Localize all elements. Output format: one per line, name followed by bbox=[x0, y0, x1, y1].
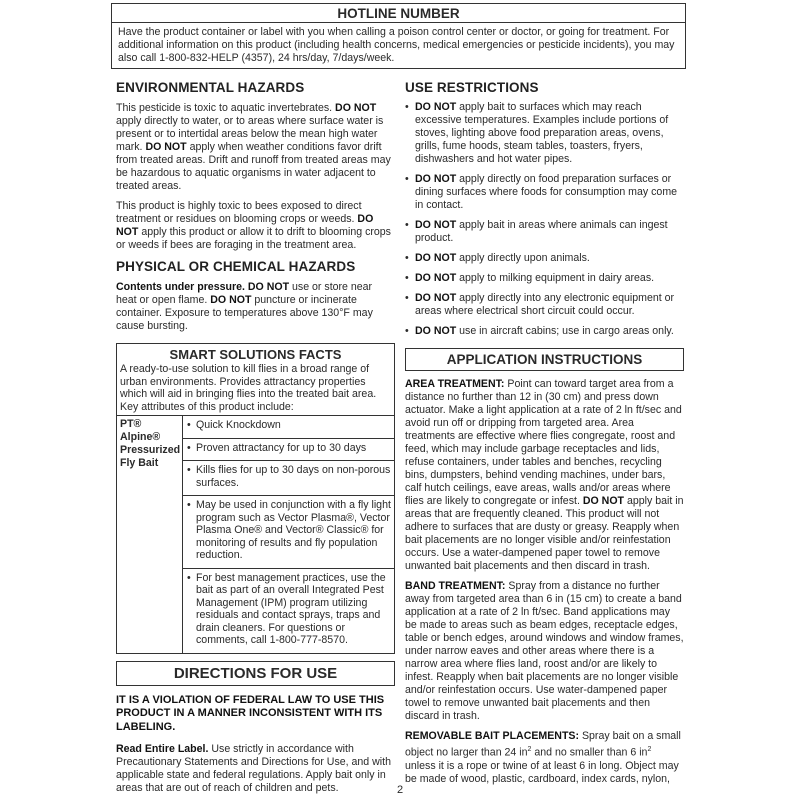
restriction-item: • DO NOT apply directly into any electronic equipment or areas where electrical short circuit could occur. bbox=[405, 292, 684, 318]
smart-solutions-box bbox=[116, 343, 395, 654]
area-treatment-text: AREA TREATMENT: Point can toward target area from a distance no further than 12 in (30 cm) and press down actuator. Make a light application at a rate of 2 ln ft/sec and avoid run off or dripping from targeted area. Area treatments are effective where flies congregate, roost and feed, which may include garbage receptacles and lids, refuse containers, under tables and benches, recycling bins, dumpsters, behind vending machines, under bars, calf hutch ceilings, eave areas, walls and/or areas where flies are likely to congregate or infest. DO NOT apply bait in areas that are frequently cleaned. This product will not adhere to surfaces that are dusty or greasy. Reapply when bait placements are no longer visible and/or reinfestation occurs. Use a water-dampened paper towel to remove unwanted bait placements and then discard in trash. bbox=[405, 378, 684, 572]
smart-solutions-title: SMART SOLUTIONS FACTS bbox=[169, 347, 342, 362]
hotline-box bbox=[111, 3, 686, 69]
smart-solutions-item: • For best management practices, use the bait as part of an overall Integrated Pest Management (IPM) program utilizing residuals and contact sprays, traps and drain cleaners. For questions or comments, call 1-800-777-8570. bbox=[183, 569, 394, 653]
hotline-text: Have the product container or label with you when calling a poison control center or doctor, or going for treatment. For additional information on this product (including health concerns, medical emergencies or pesticide incidents), you may also call 1-800-832-HELP (4357), 24 hrs/day, 7/days/week. bbox=[118, 26, 675, 64]
restriction-item: • DO NOT apply to milking equipment in dairy areas. bbox=[405, 272, 684, 285]
environmental-p2: This product is highly toxic to bees exposed to direct treatment or residues on blooming crops or weeds. DO NOT apply this product or allow it to drift to blooming crops or weeds if bees are foraging in the treatment area. bbox=[116, 200, 391, 251]
physical-hazards-heading: PHYSICAL OR CHEMICAL HAZARDS bbox=[116, 259, 356, 274]
read-entire-label-text: Read Entire Label. Use strictly in accordance with Precautionary Statements and Directions for Use, and with applicable state and federal regulations. Apply bait only in areas that are out of reach of children and pets. bbox=[116, 743, 391, 794]
page-number: 2 bbox=[396, 784, 404, 796]
restriction-item: • DO NOT apply bait to surfaces which may reach excessive temperatures. Examples include portions of stoves, lighting above food preparation areas, ovens, grills, fume hoods, steam tables, toasters, fryers, dishwashers and hot water pipes. bbox=[405, 101, 684, 166]
application-instructions-banner: APPLICATION INSTRUCTIONS bbox=[405, 348, 684, 371]
directions-for-use-banner: DIRECTIONS FOR USE bbox=[116, 661, 395, 686]
smart-solutions-item: • Kills flies for up to 30 days on non-porous surfaces. bbox=[183, 461, 394, 496]
environmental-hazards-heading: ENVIRONMENTAL HAZARDS bbox=[116, 80, 305, 95]
smart-solutions-list bbox=[183, 416, 394, 653]
right-column bbox=[405, 80, 684, 786]
environmental-p1: This pesticide is toxic to aquatic invertebrates. DO NOT apply directly to water, or to areas where surface water is present or to intertidal areas below the mean high water mark. DO NOT apply when weather conditions favor drift from treated areas. Drift and runoff from treated areas may be hazardous to aquatic organisms in water adjacent to treated areas. bbox=[116, 102, 391, 192]
smart-solutions-item: • Proven attractancy for up to 30 days bbox=[183, 439, 394, 462]
hotline-title: HOTLINE NUMBER bbox=[112, 4, 685, 23]
restriction-item: • DO NOT use in aircraft cabins; use in cargo areas only. bbox=[405, 325, 684, 338]
use-restrictions-list bbox=[405, 101, 684, 338]
smart-solutions-item: • May be used in conjunction with a fly light program such as Vector Plasma®, Vector Plasma One® and Vector® Classic® for monitoring of results and fly population reduction. bbox=[183, 496, 394, 569]
physical-p1: Contents under pressure. DO NOT use or store near heat or open flame. DO NOT puncture or incinerate container. Exposure to temperatures above 130°F may cause bursting. bbox=[116, 281, 373, 332]
smart-solutions-grid bbox=[117, 416, 394, 653]
restriction-item: • DO NOT apply directly on food preparation surfaces or dining surfaces where foods for consumption may come in contact. bbox=[405, 173, 684, 212]
left-column bbox=[116, 80, 395, 795]
use-restrictions-heading: USE RESTRICTIONS bbox=[405, 80, 539, 95]
smart-solutions-item: • Quick Knockdown bbox=[183, 416, 394, 439]
band-treatment-text: BAND TREATMENT: Spray from a distance no further away from targeted area than 6 in (15 cm) to create a band application at a rate of 2 ln ft/sec. Band applications may be made to areas such as beam edges, receptacle edges, table or bench edges, around windows and window frames, under narrow eaves and other areas where there is a narrow area where flies land, roost and/or are likely to infest. Reapply when bait placements are no longer visible and/or reinfestation occurs. Use water-dampened paper towel to remove unwanted bait placements and then discard in trash. bbox=[405, 580, 684, 722]
smart-solutions-intro: A ready-to-use solution to kill flies in a broad range of urban environments. Provides attractancy properties which will aid in bringing flies into the treated bait area. Key attributes of this product include: bbox=[117, 363, 394, 416]
smart-solutions-product: PT® Alpine® Pressurized Fly Bait bbox=[117, 416, 183, 653]
restriction-item: • DO NOT apply directly upon animals. bbox=[405, 252, 684, 265]
removable-bait-text: REMOVABLE BAIT PLACEMENTS: Spray bait on a small object no larger than 24 $in^2$ and no smaller than 6 $in^2$ unless it is a rope or twine of at least 6 in long. Object may be made of wood, plastic, cardboard, index cards, nylon, bbox=[405, 730, 681, 785]
restriction-item: • DO NOT apply bait in areas where animals can ingest product. bbox=[405, 219, 684, 245]
federal-law-warning: IT IS A VIOLATION OF FEDERAL LAW TO USE THIS PRODUCT IN A MANNER INCONSISTENT WITH ITS LABELING. bbox=[116, 693, 385, 733]
